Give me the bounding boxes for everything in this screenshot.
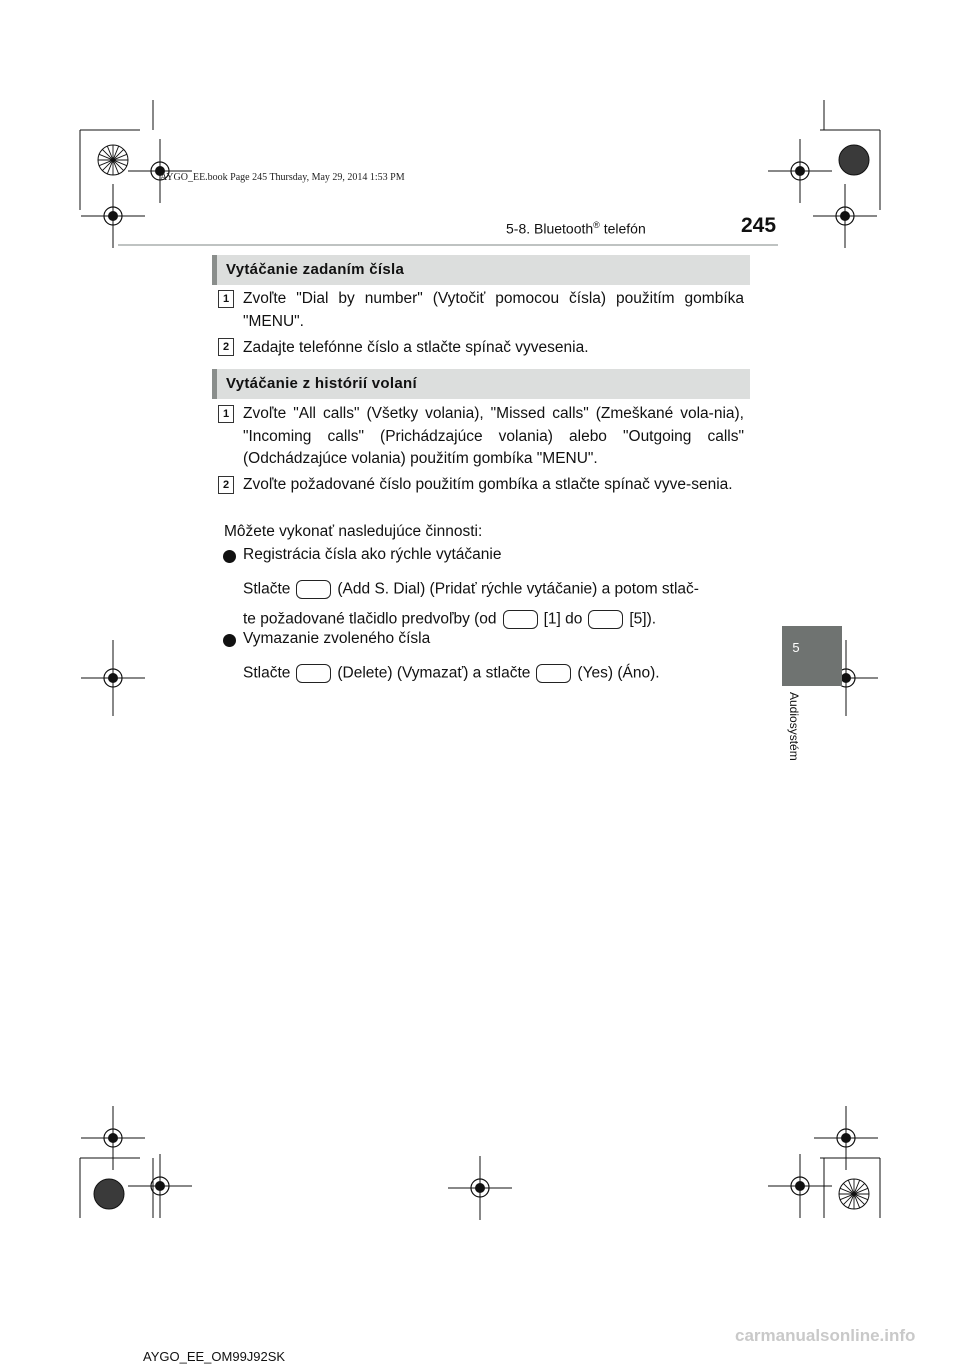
step-number: 2 bbox=[218, 476, 234, 494]
text-run: te požadované tlačidlo predvoľby (od bbox=[243, 610, 497, 628]
book-info: AYGO_EE.book Page 245 Thursday, May 29, 2014 1:53 PM bbox=[160, 172, 405, 183]
header-divider bbox=[118, 244, 778, 246]
watermark: carmanualsonline.info bbox=[735, 1326, 916, 1345]
text-run: [5]). bbox=[629, 610, 657, 628]
chapter-tab bbox=[782, 626, 842, 686]
document-code: AYGO_EE_OM99J92SK bbox=[143, 1349, 286, 1364]
text-run: Stlačte bbox=[243, 580, 291, 598]
instruction-line bbox=[243, 580, 699, 599]
step-text: Zvoľte požadované číslo použitím gombíka a stlačte spínač vyve-senia. bbox=[243, 476, 733, 493]
page-number: 245 bbox=[741, 214, 777, 237]
section-title-suffix: telefón bbox=[599, 220, 646, 237]
button-icon bbox=[536, 664, 571, 683]
step-number: 1 bbox=[218, 290, 234, 308]
step-number: 1 bbox=[218, 405, 234, 423]
section-title-prefix: 5-8. Bluetooth bbox=[506, 220, 594, 237]
text-run: (Yes) (Áno). bbox=[577, 664, 660, 682]
chapter-number: 5 bbox=[792, 640, 800, 655]
bullet-icon bbox=[223, 634, 236, 647]
instruction-line bbox=[243, 610, 656, 629]
registered-mark: ® bbox=[593, 220, 600, 230]
step-text: Zvoľte "Dial by number" (Vytočiť pomocou čísla) použitím gombíka "MENU". bbox=[243, 290, 744, 330]
button-icon bbox=[296, 664, 331, 683]
text-run: Stlačte bbox=[243, 664, 291, 682]
step-text: Zvoľte "All calls" (Všetky volania), "Missed calls" (Zmeškané vola-nia), "Incoming calls" (Prichádzajúce volania) alebo "Outgoing calls" (Odchádzajúce volania) použitím gombíka "MENU". bbox=[243, 405, 744, 467]
bullet-title: Registrácia čísla ako rýchle vytáčanie bbox=[243, 546, 502, 563]
text-run: [1] do bbox=[543, 610, 583, 628]
section-title bbox=[506, 220, 646, 237]
intro-text: Môžete vykonať nasledujúce činnosti: bbox=[224, 523, 483, 540]
text-run: (Delete) (Vymazať) a stlačte bbox=[337, 664, 531, 682]
step-text: Zadajte telefónne číslo a stlačte spínač vyvesenia. bbox=[243, 339, 589, 356]
bullet-title: Vymazanie zvoleného čísla bbox=[243, 630, 431, 647]
instruction-line bbox=[243, 664, 660, 683]
bullet-icon bbox=[223, 550, 236, 563]
text-run: (Add S. Dial) (Pridať rýchle vytáčanie) a potom stlač- bbox=[337, 580, 699, 598]
section-heading-dial-by-number: Vytáčanie zadaním čísla bbox=[226, 261, 405, 278]
button-icon bbox=[296, 580, 331, 599]
button-icon bbox=[588, 610, 623, 629]
chapter-label: Audiosystém bbox=[787, 692, 801, 761]
section-heading-call-history: Vytáčanie z histórií volaní bbox=[226, 375, 417, 392]
step-number: 2 bbox=[218, 338, 234, 356]
button-icon bbox=[503, 610, 538, 629]
